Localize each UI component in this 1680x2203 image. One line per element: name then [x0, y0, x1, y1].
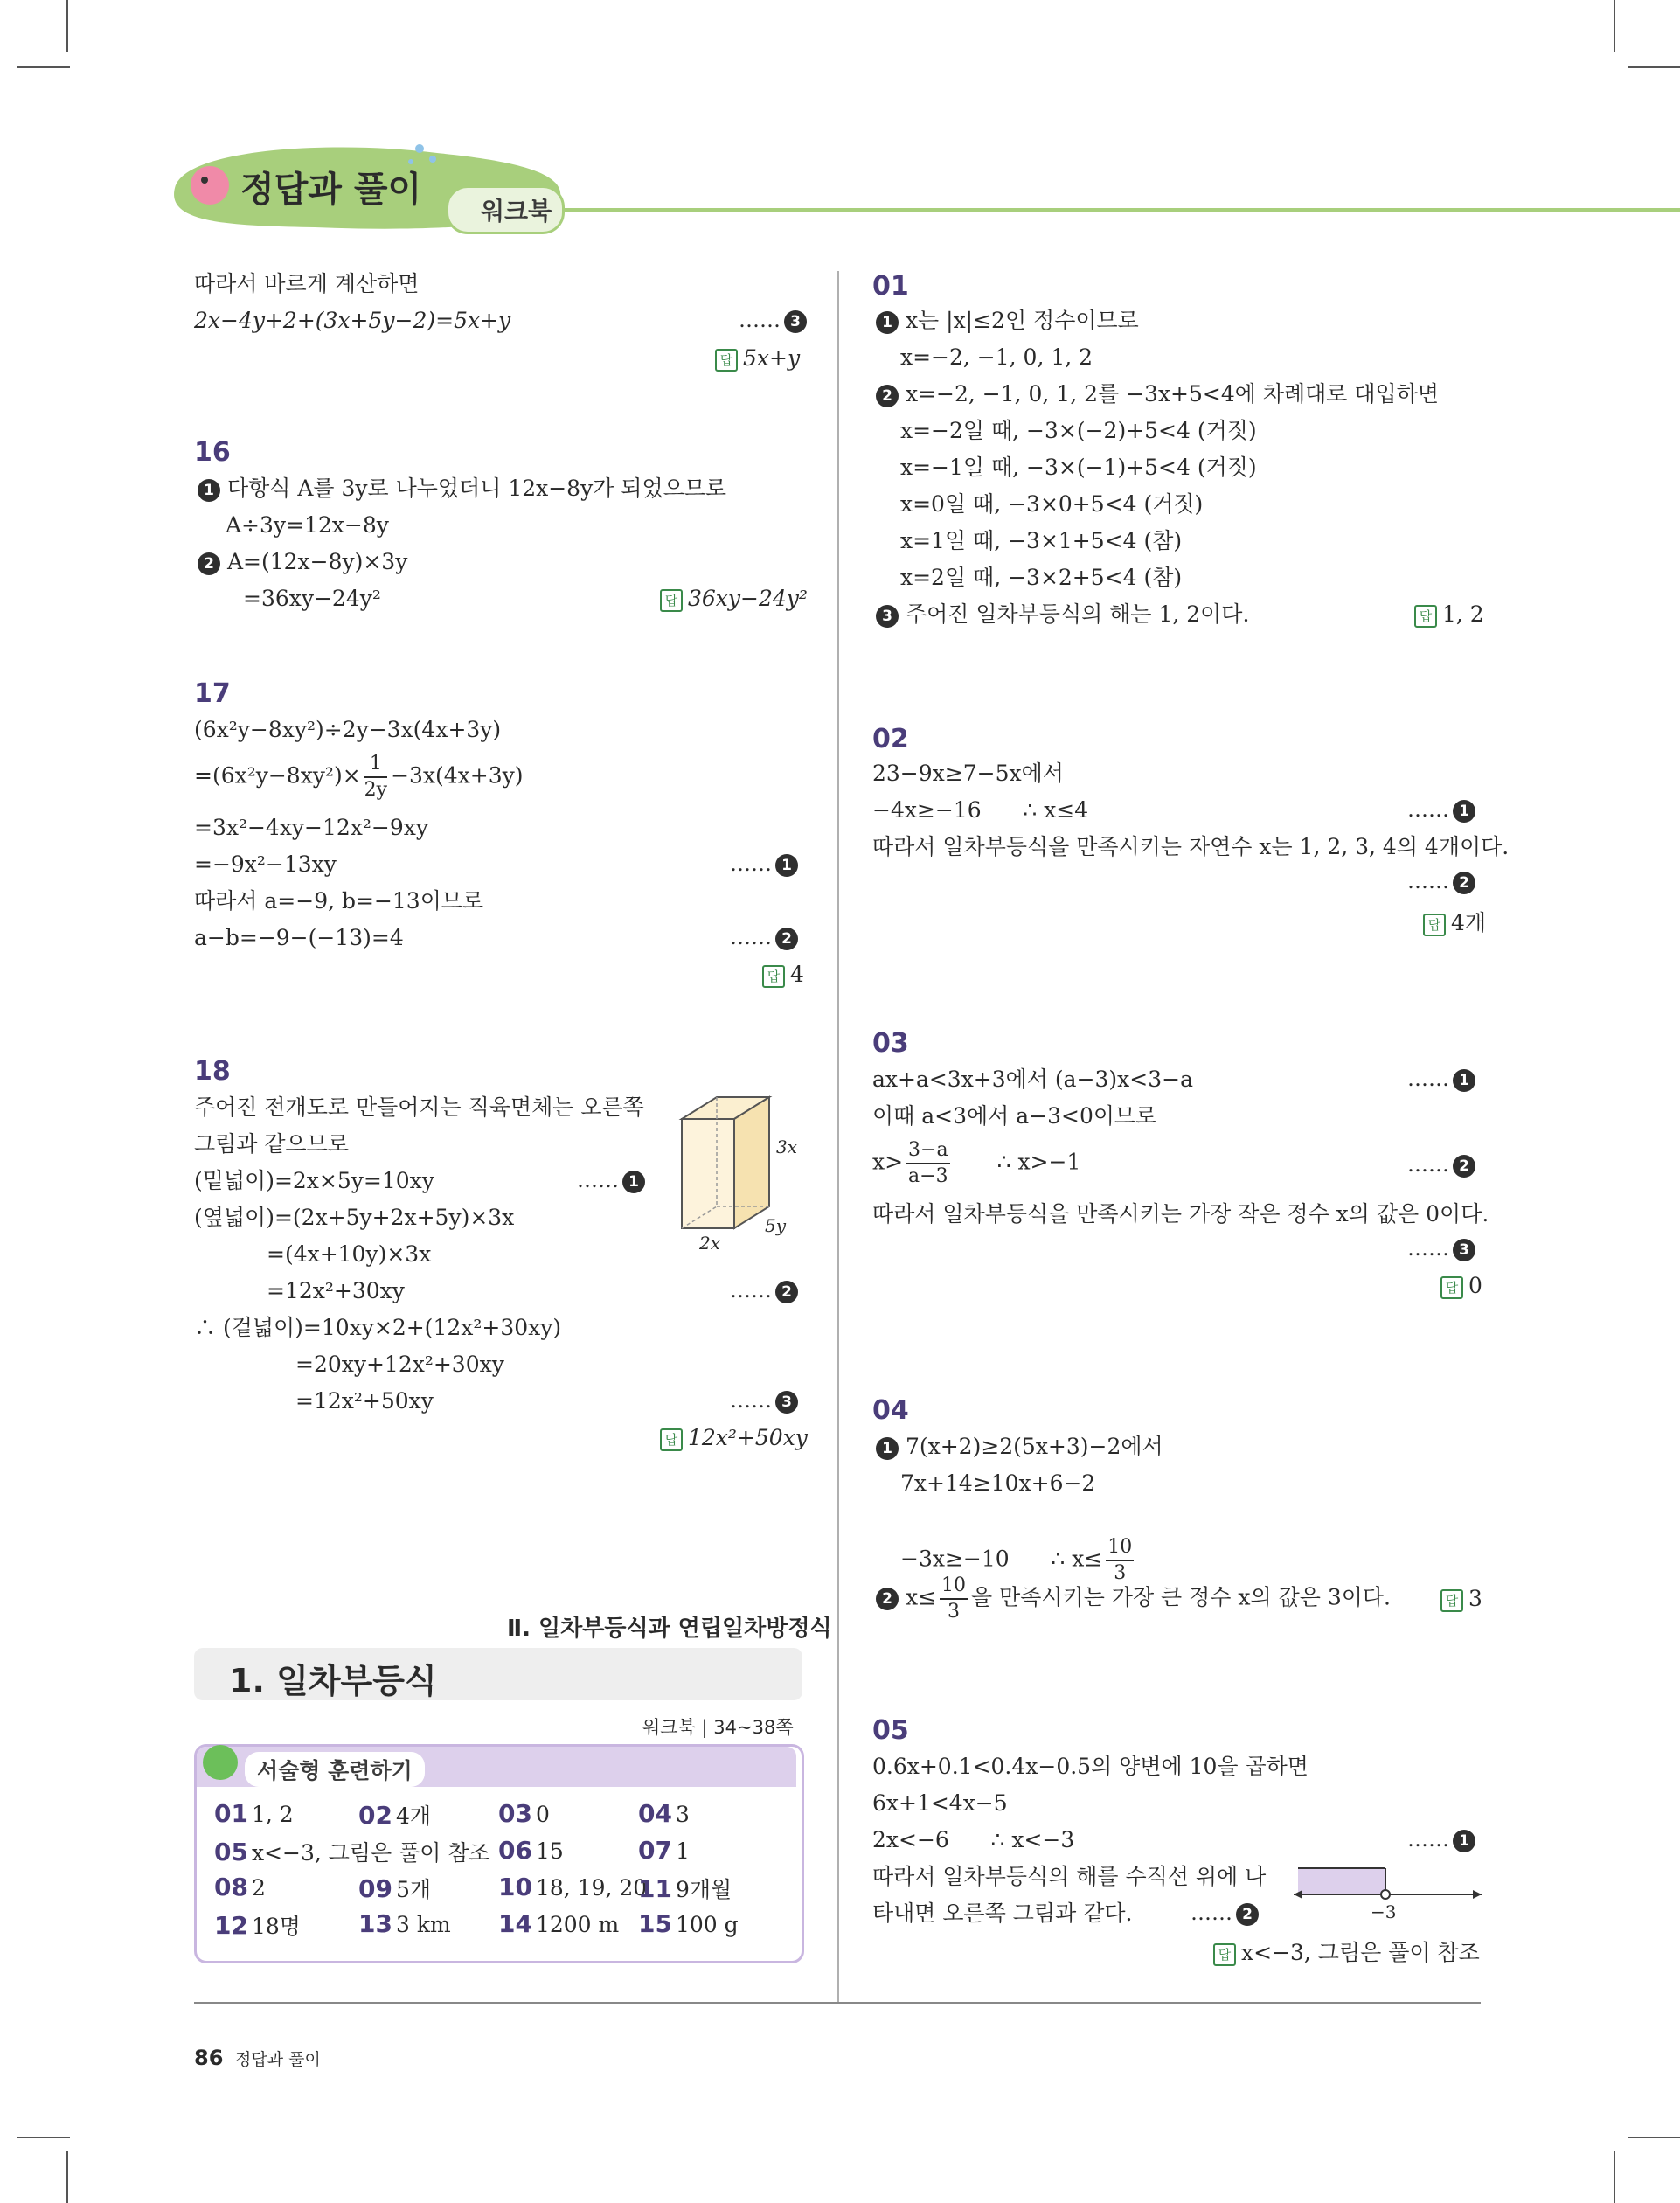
r01-line2: x=−2, −1, 0, 1, 2 — [900, 344, 1093, 370]
summary-item: 05 x<−3, 그림은 풀이 참조 — [214, 1838, 490, 1866]
cuboid-width-label: 2x — [699, 1233, 721, 1254]
r03-line3: x> $\frac{3-a}{a-3}$ ∴ x>−1 — [872, 1139, 1081, 1187]
r01-answer: 답 1, 2 — [1414, 601, 1484, 628]
r04-line2: 7x+14≥10x+6−2 — [900, 1470, 1096, 1496]
p17-line2: =(6x²y−8xy²)× $\frac{1}{2y}$ −3x(4x+3y) — [194, 753, 524, 801]
step-marker: …… 3 — [739, 308, 807, 333]
summary-item: 08 2 — [214, 1873, 266, 1901]
r03-line4: 따라서 일차부등식을 만족시키는 가장 작은 정수 x의 값은 0이다. — [872, 1201, 1489, 1227]
header-rule — [559, 208, 1680, 212]
header-title: 정답과 풀이 — [240, 170, 422, 210]
footer-label: 정답과 풀이 — [235, 2050, 321, 2069]
r04-line4: 2 x≤ $\frac{10}{3}$ 을 만족시키는 가장 큰 정수 x의 값은 3이다. — [872, 1574, 1391, 1626]
problem-17-number: 17 — [194, 678, 231, 709]
r04-answer: 답 3 — [1440, 1586, 1482, 1612]
p16-line1: 1 다항식 A를 3y로 나누었더니 12x−8y가 되었으므로 — [194, 474, 726, 504]
p18-line8: =20xy+12x²+30xy — [295, 1352, 504, 1377]
problem-02-number: 02 — [872, 724, 909, 754]
summary-item: 06 15 — [498, 1836, 564, 1865]
footer — [194, 2046, 321, 2070]
summary-item: 12 18명 — [214, 1911, 301, 1940]
r01-line9: 3 주어진 일차부등식의 해는 1, 2이다. — [872, 600, 1249, 629]
chameleon-icon — [203, 1745, 238, 1780]
r05-answer: 답 x<−3, 그림은 풀이 참조 — [1213, 1935, 1480, 1967]
summary-item: 14 1200 m — [498, 1909, 620, 1938]
step-marker: …… 2 — [730, 925, 798, 950]
r03-answer: 답 0 — [1440, 1273, 1482, 1299]
header-badge-label: 워크북 — [481, 197, 552, 226]
r05-line5: 타내면 오른쪽 그림과 같다. — [872, 1901, 1133, 1926]
summary-item: 09 5개 — [358, 1874, 432, 1903]
p16-line4: =36xy−24y² — [243, 586, 381, 611]
r04-line1: 1 7(x+2)≥2(5x+3)−2에서 — [872, 1432, 1163, 1462]
p18-line4: (옆넓이)=(2x+5y+2x+5y)×3x — [194, 1205, 515, 1230]
step-marker: …… 1 — [1407, 1827, 1475, 1852]
p17-line3: =3x²−4xy−12x²−9xy — [194, 815, 429, 840]
p15-line2: 2x−4y+2+(3x+5y−2)=5x+y — [194, 308, 511, 333]
workbook-ref: 워크북 | 34~38쪽 — [642, 1717, 794, 1738]
r01-line5: x=−1일 때, −3×(−1)+5<4 (거짓) — [900, 455, 1257, 480]
p18-line5: =(4x+10y)×3x — [267, 1241, 432, 1267]
cuboid-figure — [673, 1088, 813, 1246]
summary-item: 02 4개 — [358, 1801, 432, 1830]
step-marker: …… 1 — [577, 1168, 645, 1193]
r01-line6: x=0일 때, −3×0+5<4 (거짓) — [900, 491, 1204, 517]
problem-03-number: 03 — [872, 1028, 909, 1059]
r03-line2: 이때 a<3에서 a−3<0이므로 — [872, 1103, 1157, 1129]
p18-line1: 주어진 전개도로 만들어지는 직육면체는 오른쪽 — [194, 1095, 644, 1120]
problem-05-number: 05 — [872, 1715, 909, 1746]
p18-line2: 그림과 같으므로 — [194, 1131, 349, 1157]
step-marker: …… 2 — [730, 1278, 798, 1303]
summary-item: 01 1, 2 — [214, 1799, 294, 1828]
page-number: 86 — [194, 2046, 224, 2070]
r01-line8: x=2일 때, −3×2+5<4 (참) — [900, 565, 1183, 590]
summary-item: 10 18, 19, 20 — [498, 1873, 648, 1901]
r02-answer: 답 4개 — [1423, 906, 1486, 937]
r04-line3: −3x≥−10 ∴ x≤ $\frac{10}{3}$ — [900, 1536, 1133, 1584]
header — [157, 140, 1643, 236]
p17-line1: (6x²y−8xy²)÷2y−3x(4x+3y) — [194, 717, 502, 742]
r02-line3: 따라서 일차부등식을 만족시키는 자연수 x는 1, 2, 3, 4의 4개이다. — [872, 834, 1510, 859]
summary-item: 03 0 — [498, 1799, 550, 1828]
r03-line1: ax+a<3x+3에서 (a−3)x<3−a — [872, 1067, 1193, 1092]
p15-line1: 따라서 바르게 계산하면 — [194, 271, 420, 296]
step-marker: …… 2 — [1191, 1901, 1259, 1926]
step-marker: …… 2 — [1407, 869, 1475, 894]
p15-answer: 답 5x+y — [715, 345, 800, 372]
p17-line6: a−b=−9−(−13)=4 — [194, 925, 404, 950]
cuboid-height-label: 3x — [776, 1136, 798, 1157]
chapter-title: Ⅱ. 일차부등식과 연립일차방정식 — [507, 1616, 832, 1642]
summary-item: 04 3 — [638, 1799, 690, 1828]
column-divider — [837, 271, 839, 2002]
r05-line2: 6x+1<4x−5 — [872, 1790, 1008, 1816]
problem-04-number: 04 — [872, 1395, 909, 1426]
summary-item: 13 3 km — [358, 1909, 451, 1938]
problem-16-number: 16 — [194, 437, 231, 468]
r01-line7: x=1일 때, −3×1+5<4 (참) — [900, 528, 1183, 553]
step-marker: …… 1 — [730, 851, 798, 877]
summary-item: 15 100 g — [638, 1909, 739, 1938]
r01-line4: x=−2일 때, −3×(−2)+5<4 (거짓) — [900, 418, 1257, 443]
number-line-label: −3 — [1371, 1901, 1397, 1922]
section-title: 1. 일차부등식 — [229, 1662, 437, 1700]
footer-rule — [194, 2002, 1481, 2004]
p18-line6: =12x²+30xy — [267, 1278, 405, 1303]
p17-line4: =−9x²−13xy — [194, 851, 337, 877]
r02-line2: −4x≥−16 ∴ x≤4 — [872, 797, 1089, 823]
r05-line4: 따라서 일차부등식의 해를 수직선 위에 나 — [872, 1864, 1267, 1889]
summary-title: 서술형 훈련하기 — [245, 1752, 425, 1787]
cuboid-depth-label: 5y — [765, 1215, 787, 1236]
p16-line2: A÷3y=12x−8y — [226, 512, 389, 538]
p18-answer: 답 12x²+50xy — [660, 1425, 808, 1451]
p18-line9: =12x²+50xy — [295, 1388, 434, 1414]
r01-line1: 1 x는 |x|≤2인 정수이므로 — [872, 306, 1139, 336]
p18-line7: ∴ (겉넓이)=10xy×2+(12x²+30xy) — [194, 1315, 562, 1340]
summary-item: 11 9개월 — [638, 1874, 732, 1903]
r02-line1: 23−9x≥7−5x에서 — [872, 761, 1064, 786]
p17-answer: 답 4 — [762, 962, 804, 988]
problem-01-number: 01 — [872, 271, 909, 302]
step-marker: …… 3 — [730, 1388, 798, 1414]
r05-line1: 0.6x+0.1<0.4x−0.5의 양변에 10을 곱하면 — [872, 1754, 1309, 1779]
p17-line5: 따라서 a=−9, b=−13이므로 — [194, 888, 484, 914]
p18-line3: (밑넓이)=2x×5y=10xy — [194, 1168, 434, 1193]
step-marker: …… 3 — [1407, 1236, 1475, 1261]
problem-18-number: 18 — [194, 1056, 231, 1087]
summary-grid — [214, 1799, 791, 1948]
step-marker: …… 2 — [1407, 1152, 1475, 1178]
r05-line3: 2x<−6 ∴ x<−3 — [872, 1827, 1075, 1852]
r01-line3: 2 x=−2, −1, 0, 1, 2를 −3x+5<4에 차례대로 대입하면 — [872, 379, 1439, 409]
p16-line3: 2 A=(12x−8y)×3y — [194, 547, 407, 577]
step-marker: …… 1 — [1407, 1067, 1475, 1092]
step-marker: …… 1 — [1407, 797, 1475, 823]
p16-answer: 답 36xy−24y² — [660, 586, 808, 612]
summary-item: 07 1 — [638, 1836, 690, 1865]
